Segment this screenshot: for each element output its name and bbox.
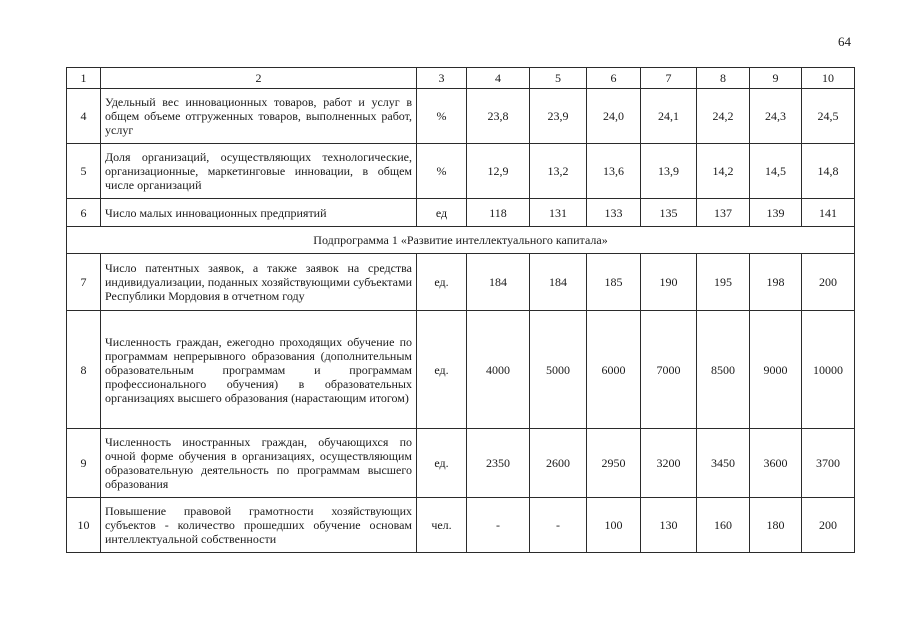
indicator-description: Число патентных заявок, а также заявок на средства индивидуализации, поданных хозяйствующими субъектами Республики Мордовия в отчетном году xyxy=(101,254,417,311)
header-cell: 1 xyxy=(67,68,101,89)
value-cell: 2350 xyxy=(467,429,530,498)
header-cell: 10 xyxy=(802,68,855,89)
unit-cell: ед. xyxy=(417,311,467,429)
value-cell: 23,9 xyxy=(530,89,587,144)
header-cell: 2 xyxy=(101,68,417,89)
indicator-description: Число малых инновационных предприятий xyxy=(101,199,417,227)
value-cell: 4000 xyxy=(467,311,530,429)
header-cell: 7 xyxy=(641,68,697,89)
value-cell: 135 xyxy=(641,199,697,227)
value-cell: 24,5 xyxy=(802,89,855,144)
value-cell: 24,3 xyxy=(750,89,802,144)
value-cell: 200 xyxy=(802,498,855,553)
value-cell: 133 xyxy=(587,199,641,227)
table-row xyxy=(67,89,855,144)
indicators-table xyxy=(66,67,855,553)
value-cell: - xyxy=(467,498,530,553)
value-cell: 184 xyxy=(530,254,587,311)
header-cell: 8 xyxy=(697,68,750,89)
subprogram-title: Подпрограмма 1 «Развитие интеллектуального капитала» xyxy=(67,227,855,254)
value-cell: 7000 xyxy=(641,311,697,429)
value-cell: 2950 xyxy=(587,429,641,498)
row-number: 9 xyxy=(67,429,101,498)
header-cell: 3 xyxy=(417,68,467,89)
value-cell: 195 xyxy=(697,254,750,311)
table-row xyxy=(67,254,855,311)
value-cell: 198 xyxy=(750,254,802,311)
value-cell: 13,6 xyxy=(587,144,641,199)
value-cell: 184 xyxy=(467,254,530,311)
header-cell: 9 xyxy=(750,68,802,89)
value-cell: 24,0 xyxy=(587,89,641,144)
value-cell: 130 xyxy=(641,498,697,553)
value-cell: 9000 xyxy=(750,311,802,429)
value-cell: 13,9 xyxy=(641,144,697,199)
value-cell: 137 xyxy=(697,199,750,227)
unit-cell: ед. xyxy=(417,254,467,311)
indicator-description: Удельный вес инновационных товаров, работ и услуг в общем объеме отгруженных товаров, выполненных работ, услуг xyxy=(101,89,417,144)
header-cell: 4 xyxy=(467,68,530,89)
value-cell: 3700 xyxy=(802,429,855,498)
row-number: 4 xyxy=(67,89,101,144)
value-cell: 3600 xyxy=(750,429,802,498)
row-number: 7 xyxy=(67,254,101,311)
value-cell: 24,2 xyxy=(697,89,750,144)
unit-cell: ед. xyxy=(417,429,467,498)
indicator-description: Доля организаций, осуществляющих технологические, организационные, маркетинговые инновации, в общем числе организаций xyxy=(101,144,417,199)
value-cell: 2600 xyxy=(530,429,587,498)
value-cell: 141 xyxy=(802,199,855,227)
value-cell: 14,5 xyxy=(750,144,802,199)
value-cell: 14,8 xyxy=(802,144,855,199)
table-row xyxy=(67,144,855,199)
value-cell: 190 xyxy=(641,254,697,311)
value-cell: 14,2 xyxy=(697,144,750,199)
value-cell: 12,9 xyxy=(467,144,530,199)
subprogram-row xyxy=(67,227,855,254)
table-row xyxy=(67,311,855,429)
indicator-description: Повышение правовой грамотности хозяйствующих субъектов - количество прошедших обучение основам интеллектуальной собственности xyxy=(101,498,417,553)
row-number: 5 xyxy=(67,144,101,199)
value-cell: 131 xyxy=(530,199,587,227)
unit-cell: ед xyxy=(417,199,467,227)
value-cell: 23,8 xyxy=(467,89,530,144)
indicator-description: Численность граждан, ежегодно проходящих обучение по программам непрерывного образования (дополнительным образовательным программам и программам профессионального обучения) в образовательных организациях высшего образования (нарастающим итогом) xyxy=(101,311,417,429)
row-number: 6 xyxy=(67,199,101,227)
row-number: 8 xyxy=(67,311,101,429)
table-header-row xyxy=(67,68,855,89)
page-number: 64 xyxy=(838,34,851,49)
table-row xyxy=(67,498,855,553)
unit-cell: % xyxy=(417,144,467,199)
value-cell: 3450 xyxy=(697,429,750,498)
table-row xyxy=(67,199,855,227)
value-cell: 160 xyxy=(697,498,750,553)
header-cell: 6 xyxy=(587,68,641,89)
value-cell: 200 xyxy=(802,254,855,311)
unit-cell: % xyxy=(417,89,467,144)
value-cell: 10000 xyxy=(802,311,855,429)
value-cell: 24,1 xyxy=(641,89,697,144)
value-cell: 139 xyxy=(750,199,802,227)
header-cell: 5 xyxy=(530,68,587,89)
value-cell: 100 xyxy=(587,498,641,553)
value-cell: 3200 xyxy=(641,429,697,498)
value-cell: 8500 xyxy=(697,311,750,429)
value-cell: 180 xyxy=(750,498,802,553)
row-number: 10 xyxy=(67,498,101,553)
value-cell: 13,2 xyxy=(530,144,587,199)
unit-cell: чел. xyxy=(417,498,467,553)
value-cell: 6000 xyxy=(587,311,641,429)
table-row xyxy=(67,429,855,498)
value-cell: 5000 xyxy=(530,311,587,429)
value-cell: 118 xyxy=(467,199,530,227)
value-cell: - xyxy=(530,498,587,553)
indicator-description: Численность иностранных граждан, обучающихся по очной форме обучения в организациях, осуществляющим образовательную деятельность по программам высшего образования xyxy=(101,429,417,498)
value-cell: 185 xyxy=(587,254,641,311)
